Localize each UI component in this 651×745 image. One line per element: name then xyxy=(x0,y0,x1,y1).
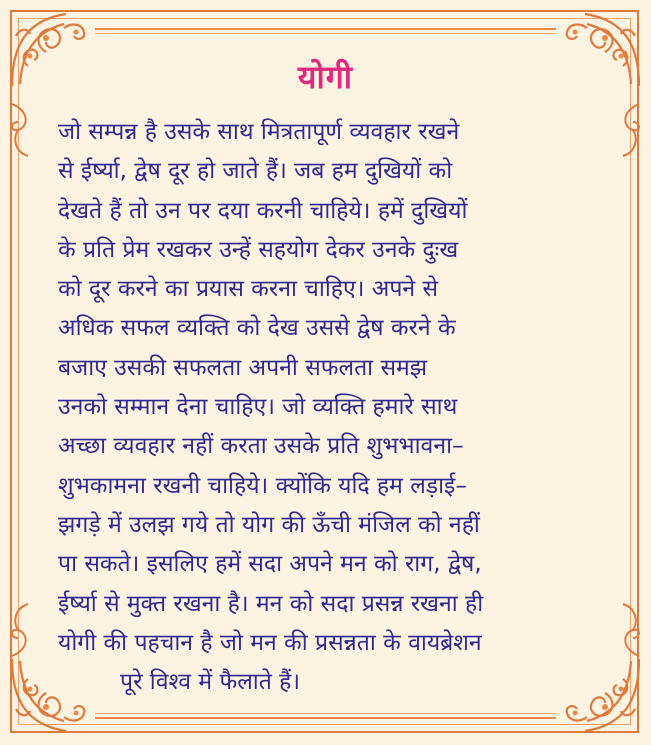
page-title: योगी xyxy=(297,58,354,96)
text-line: शुभकामना रखनी चाहिये। क्योंकि यदि हम लड़ाई– xyxy=(58,472,467,499)
text-line: अच्छा व्यवहार नहीं करता उसके प्रति शुभभावना– xyxy=(58,433,464,460)
text-line: ईर्ष्या से मुक्त रखना है। मन को सदा प्रसन्न रखना ही xyxy=(58,590,484,617)
text-line: जो सम्पन्न है उसके साथ मित्रतापूर्ण व्यवहार रखने xyxy=(58,119,460,145)
top-divider xyxy=(95,28,556,30)
side-ornament-icon xyxy=(8,100,36,160)
text-line: झगड़े में उलझ गये तो योग की ऊँची मंजिल को नहीं xyxy=(58,511,480,538)
text-line: पा सकते। इसलिए हमें सदा अपने मन को राग, द्वेष, xyxy=(58,551,482,578)
text-line: उनको सम्मान देना चाहिए। जो व्यक्ति हमारे साथ xyxy=(58,394,458,421)
side-ornament-icon xyxy=(615,600,643,660)
bottom-divider-thin xyxy=(95,713,556,714)
text-line: अधिक सफल व्यक्ति को देख उससे द्वेष करने के xyxy=(58,315,456,342)
text-line: को दूर करने का प्रयास करना चाहिए। अपने से xyxy=(58,276,439,303)
text-line: के प्रति प्रेम रखकर उन्हें सहयोग देकर उनके दुःख xyxy=(58,236,459,263)
side-ornament-icon xyxy=(615,100,643,160)
bottom-divider xyxy=(95,717,556,719)
text-line: देखते हैं तो उन पर दया करनी चाहिये। हमें दुखियों xyxy=(58,197,468,224)
text-line: बजाए उसकी सफलता अपनी सफलता समझ xyxy=(58,354,428,381)
body-paragraph xyxy=(58,113,598,702)
side-ornament-icon xyxy=(8,600,36,660)
top-divider-thin xyxy=(95,33,556,34)
text-line: योगी की पहचान है जो मन की प्रसन्नता के वायब्रेशन xyxy=(58,629,482,656)
text-line: से ईर्ष्या, द्वेष दूर हो जाते हैं। जब हम दुखियों को xyxy=(58,158,453,185)
text-line: पूरे विश्व में फैलाते हैं। xyxy=(120,669,301,696)
